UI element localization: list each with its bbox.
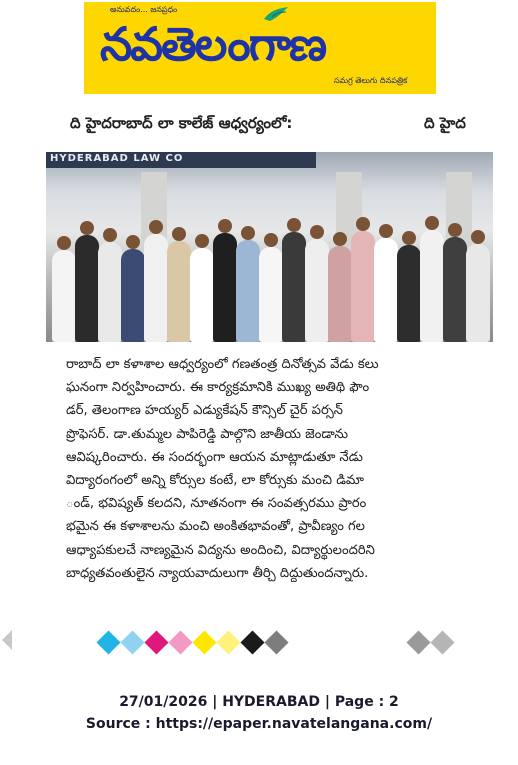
photo-person	[144, 234, 168, 342]
photo-person	[213, 233, 237, 342]
photo-person	[236, 240, 260, 342]
article-body-line: ఘనంగా నిర్వహించారు. ఈ కార్యక్రమానికి ముఖ్య అతిథి ఫౌం	[66, 380, 370, 396]
article-body-line: బాధ్యతవంతులైన న్యాయవాదులుగా తీర్చి దిద్దుతుందన్నారు.	[66, 565, 369, 581]
article-body-line: ఆవిష్కరించారు. ఈ సందర్భంగా ఆయన మాట్లాడుతూ నేడు	[66, 449, 363, 465]
photo-person	[52, 250, 76, 342]
color-swatch	[192, 630, 216, 654]
color-swatch	[120, 630, 144, 654]
article-body	[66, 353, 498, 585]
article-headline-continuation: ది హైద	[424, 114, 466, 132]
masthead-tagline-top: అనువదం... జనప్రధం	[110, 5, 178, 14]
photo-person	[282, 232, 306, 342]
masthead-title: నవతెలంగాణ	[100, 17, 326, 71]
photo-signboard	[46, 152, 316, 168]
article-photo	[46, 152, 493, 342]
color-swatch	[168, 630, 192, 654]
photo-sign-text: HYDERABAD LAW CO	[50, 153, 184, 164]
color-swatch	[240, 630, 264, 654]
masthead-banner	[84, 2, 436, 94]
photo-person	[305, 239, 329, 342]
article-body-line: ండ్, భవిష్యత్ కలదని, నూతనంగా ఈ సంవత్సరము ప్రారం	[66, 496, 367, 512]
photo-person	[351, 231, 375, 342]
photo-person	[98, 242, 122, 342]
article-body-line: డర్, తెలంగాణ హయ్యర్ ఎడ్యుకేషన్ కౌన్సిల్ చైర్ పర్సన్	[66, 403, 343, 419]
photo-person	[259, 247, 283, 342]
photo-person	[420, 230, 444, 342]
footer-date-line: 27/01/2026 | HYDERABAD | Page : 2	[119, 694, 399, 710]
photo-person	[167, 241, 191, 342]
color-swatch	[96, 630, 120, 654]
photo-person	[397, 245, 421, 342]
photo-person	[466, 244, 490, 342]
article-body-line: విద్యారంగంలో అన్ని కోర్సుల కంటే, లా కోర్సుకు మంచి డిమా	[66, 473, 364, 489]
color-swatch	[144, 630, 168, 654]
crop-mark-icon	[2, 630, 12, 650]
color-swatch	[216, 630, 240, 654]
photo-person	[443, 237, 467, 342]
photo-person	[374, 238, 398, 342]
photo-person	[75, 235, 99, 342]
article-body-line: ఆధ్యాపకులచే నాణ్యమైన విద్యను అందించి, విద్యార్థులందరిని	[66, 542, 375, 558]
footer-source-line: Source : https://epaper.navatelangana.com/	[85, 716, 433, 732]
article-body-line: రాబాద్ లా కళాశాల ఆధ్వర్యంలో గణతంత్ర దినోత్సవ వేడు కలు	[66, 357, 379, 372]
gray-swatch	[430, 630, 454, 654]
article-body-line: ప్రొఫెసర్. డా.తుమ్మల పాపిరెడ్డి పాల్గొని జాతీయ జెండాను	[66, 426, 349, 442]
photo-person	[190, 248, 214, 342]
masthead-tagline-bottom: సమగ్ర తెలుగు దినపత్రిక	[334, 76, 408, 85]
photo-person	[328, 246, 352, 342]
article-headline: ది హైదరాబాద్ లా కాలేజ్ ఆధ్వర్యంలో:	[70, 114, 293, 132]
article-body-line: భమైన ఈ కళాశాలను మంచి అంకితభావంతో, ప్రావీణ్యం గల	[66, 519, 365, 535]
photo-person	[121, 249, 145, 342]
gray-swatch	[406, 630, 430, 654]
color-swatch	[264, 630, 288, 654]
